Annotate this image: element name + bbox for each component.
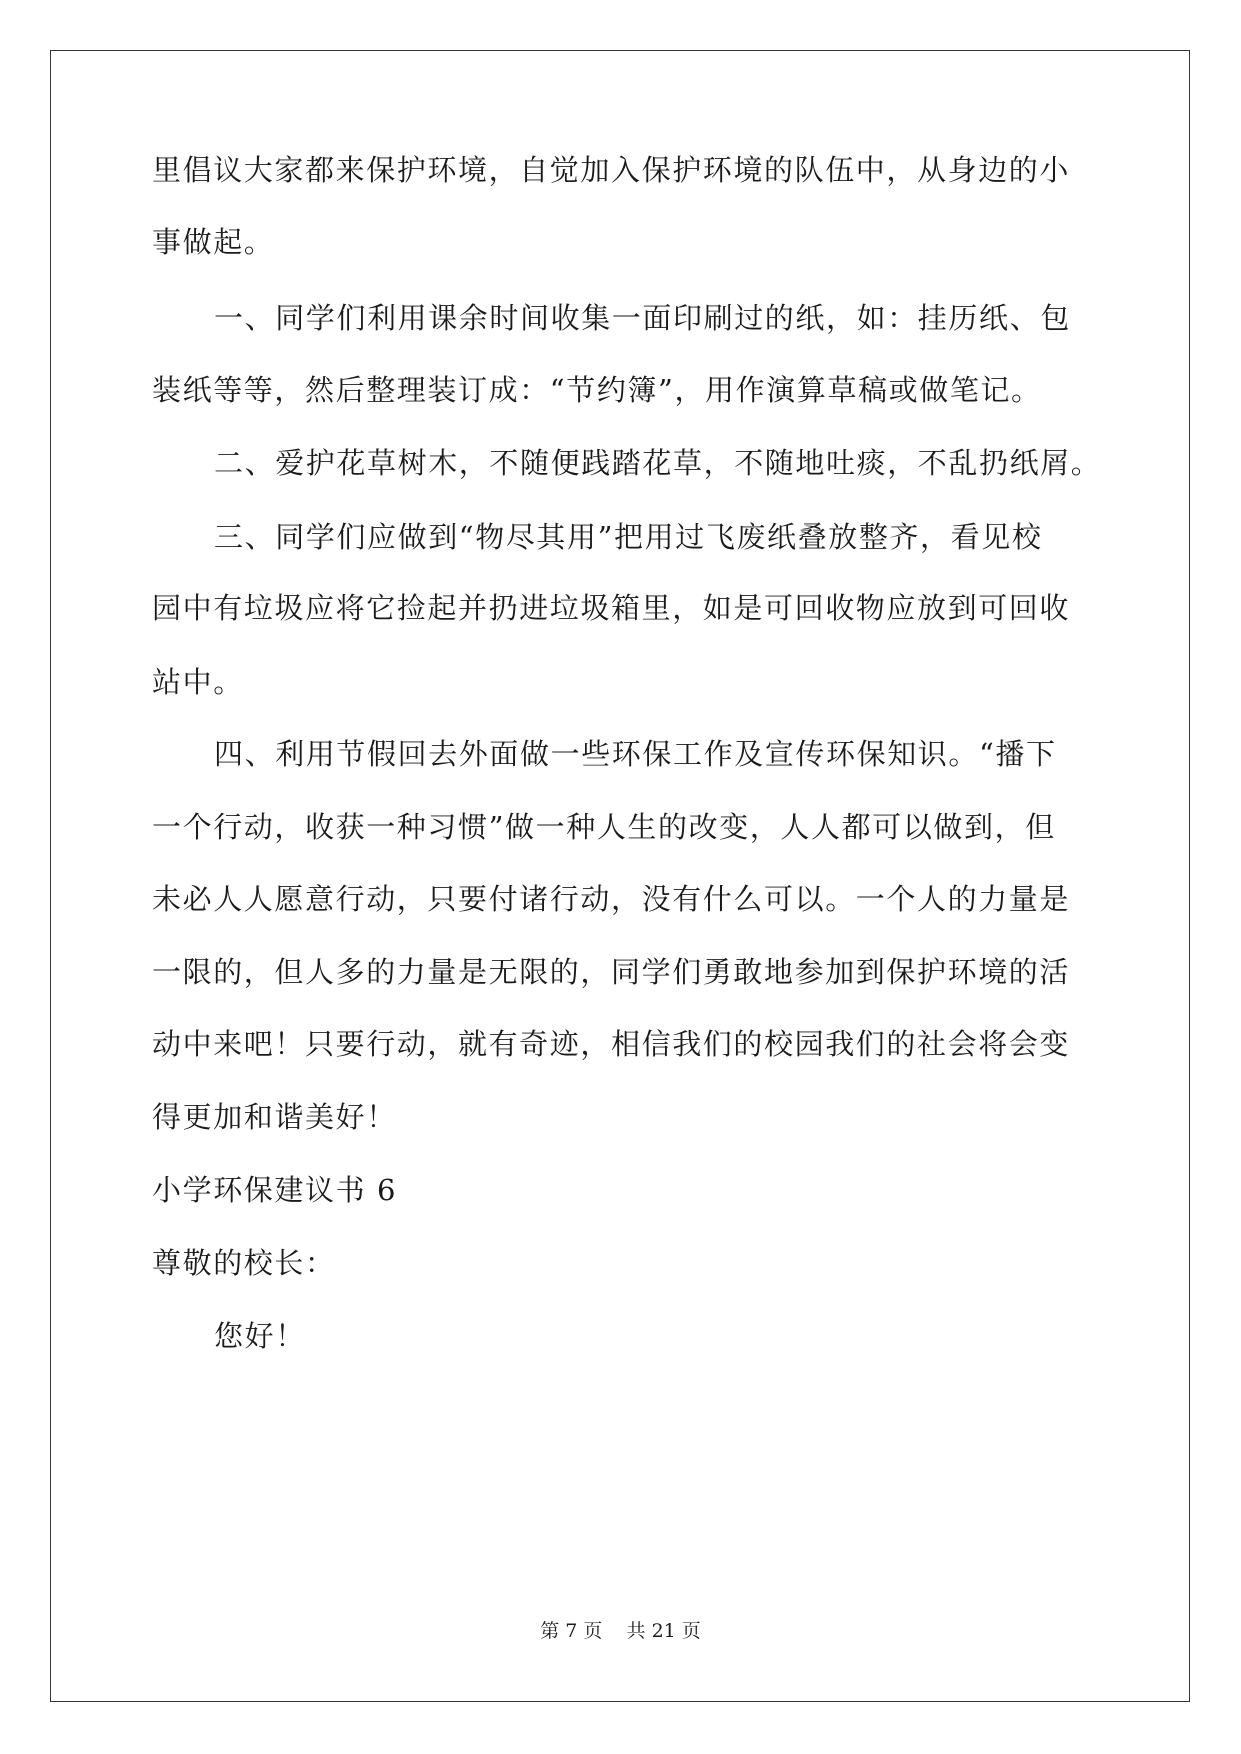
list-item-4-line-6: 得更加和谐美好！ [152,1100,397,1134]
list-item-4-line-1: 四、利用节假回去外面做一些环保工作及宣传环保知识。“播下 [214,737,1057,771]
page-footer [0,1619,1241,1643]
body-line-1: 里倡议大家都来保护环境，自觉加入保护环境的队伍中，从身边的小 [152,153,1071,187]
section-title: 小学环保建议书 6 [152,1173,398,1207]
list-item-4-line-4: 一限的，但人多的力量是无限的，同学们勇敢地参加到保护环境的活 [152,955,1071,989]
list-item-2-line-1: 二、爱护花草树木，不随便践踏花草，不随地吐痰，不乱扔纸屑。 [214,446,1102,480]
salutation: 尊敬的校长： [152,1246,336,1280]
list-item-3-line-2: 园中有垃圾应将它捡起并扔进垃圾箱里，如是可回收物应放到可回收 [152,591,1071,625]
list-item-4-line-2: 一个行动，收获一种习惯”做一种人生的改变，人人都可以做到，但 [152,810,1056,844]
list-item-3-line-1: 三、同学们应做到“物尽其用”把用过飞废纸叠放整齐，看见校 [214,520,1043,554]
body-line-2: 事做起。 [152,225,275,259]
greeting: 您好！ [214,1319,306,1353]
list-item-1-line-1: 一、同学们利用课余时间收集一面印刷过的纸，如：挂历纸、包 [214,301,1071,335]
total-pages-label: 共 21 页 [626,1620,701,1642]
list-item-4-line-5: 动中来吧！只要行动，就有奇迹，相信我们的校园我们的社会将会变 [152,1027,1071,1061]
current-page-label: 第 7 页 [540,1620,603,1642]
list-item-1-line-2: 装纸等等，然后整理装订成：“节约簿”，用作演算草稿或做笔记。 [152,373,1042,407]
list-item-3-line-3: 站中。 [152,665,244,699]
list-item-4-line-3: 未必人人愿意行动，只要付诸行动，没有什么可以。一个人的力量是 [152,882,1071,916]
